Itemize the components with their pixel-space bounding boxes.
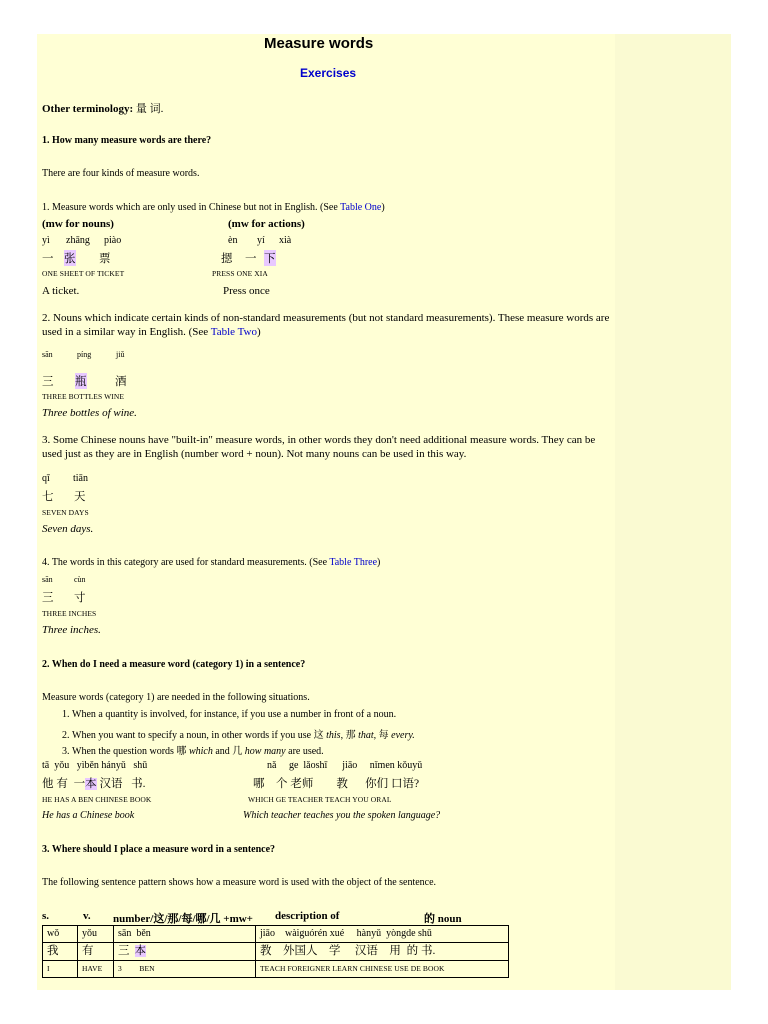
cat4-translation: Three inches. [42, 624, 101, 636]
cat2-pinyin-2: píng [77, 350, 92, 359]
q2-heading: 2. When do I need a measure word (category 1) in a sentence? [42, 659, 306, 670]
cell-pinyin-v: yǒu [82, 928, 97, 939]
cell-pinyin-mw: sān běn [118, 928, 151, 939]
cat3-gloss: SEVEN DAYS [42, 508, 89, 517]
table-cell [78, 943, 114, 961]
q2-left-gloss: HE HAS A BEN CHINESE BOOK [42, 795, 152, 804]
q1-heading: 1. How many measure words are there? [42, 135, 212, 146]
cat1-left-hanzi-2: 张 [64, 250, 76, 266]
cat1-right-pinyin-1: èn [228, 235, 238, 246]
cell-gloss-s: I [47, 964, 50, 973]
q2-left-hanzi [42, 775, 146, 791]
table-two-link[interactable]: Table Two [210, 325, 257, 338]
cat2-hanzi-3: 酒 [115, 376, 127, 388]
cat4-hanzi-2: 寸 [74, 592, 86, 604]
table-cell [78, 926, 114, 943]
table-cell [256, 961, 509, 978]
cat1-right-translation: Press once [223, 285, 270, 297]
cat4-gloss: THREE INCHES [42, 609, 97, 618]
cat4-pinyin-1: sān [42, 575, 53, 584]
cat1-text-pre: 1. Measure words which are only used in Chinese but not in English. (See [42, 202, 341, 213]
page-title: Measure words [264, 35, 374, 52]
cell-gloss-v: HAVE [82, 964, 103, 973]
cat1-right-pinyin-3: xià [279, 235, 292, 246]
table-row [43, 943, 509, 961]
cell-hanzi-v: 有 [82, 945, 94, 957]
cat1-right-hanzi-1: 摁 [221, 253, 233, 265]
cat2-text-pre: 2. Nouns which indicate certain kinds of non-standard measurements (but not standard measurements). These measure words are used in a similar way in English. (See [42, 312, 610, 338]
sentence-pattern-table [42, 925, 509, 978]
cat1-right-hanzi-2: 一 [245, 253, 257, 265]
cat1-left-pinyin-3: piào [104, 235, 122, 246]
q2-list [57, 709, 415, 759]
other-terminology-value: 量 词. [135, 103, 164, 115]
cat1-left-gloss: ONE SHEET OF TICKET [42, 269, 125, 278]
pattern-number-mw: number/这/那/每/哪/几 +mw+ [113, 913, 253, 925]
q2-right-gloss: WHICH GE TEACHER TEACH YOU ORAL [248, 795, 392, 804]
q3-heading: 3. Where should I place a measure word in a sentence? [42, 844, 276, 855]
q2-item-2-mid2: 每 [376, 729, 392, 741]
cell-hanzi-mw: 本 [134, 945, 146, 957]
cat4-text [42, 557, 380, 568]
cell-pinyin-s: wǒ [47, 928, 60, 939]
pattern-s: s. [42, 910, 50, 922]
q2-left-translation: He has a Chinese book [42, 810, 135, 821]
q2-item-3-pre: When the question words 哪 [72, 746, 189, 757]
q2-intro: Measure words (category 1) are needed in the following situations. [42, 692, 310, 703]
cat2-text [42, 312, 612, 339]
exercises-link[interactable]: Exercises [300, 66, 357, 80]
other-terminology-label: Other terminology: [42, 103, 134, 115]
q2-item-1-text: When a quantity is involved, for instance, if you use a number in front of a noun. [72, 709, 397, 720]
other-terminology [42, 100, 163, 116]
cell-pinyin-desc: jiāo wàiguórén xué hànyǔ yòngde shū [260, 928, 432, 939]
cat4-hanzi-1: 三 [42, 592, 54, 604]
table-cell [43, 961, 78, 978]
q2-item-2-em3: every. [391, 729, 415, 741]
cat3-pinyin-2: tiān [73, 473, 88, 484]
cat1-left-pinyin-1: yì [42, 235, 50, 246]
table-cell [256, 943, 509, 961]
cat2-translation: Three bottles of wine. [42, 407, 137, 419]
cat1-left-head: (mw for nouns) [42, 218, 114, 230]
q2-item-2-em2: that, [358, 729, 377, 741]
cat2-hanzi-1: 三 [42, 376, 54, 388]
q2-item-2-mid: , 那 [340, 729, 359, 741]
cat3-pinyin-1: qī [42, 473, 50, 484]
table-cell [43, 926, 78, 943]
cat1-right-pinyin-2: yí [257, 235, 265, 246]
cat1-right-head: (mw for actions) [228, 218, 305, 230]
cat2-pinyin-3: jiǔ [116, 350, 125, 359]
table-row [43, 961, 509, 978]
cat4-text-pre: 4. The words in this category are used for standard measurements. (See [42, 557, 330, 568]
cat2-hanzi-2: 瓶 [75, 373, 87, 389]
cat1-left-translation: A ticket. [42, 285, 80, 297]
q2-item-3 [72, 742, 415, 759]
table-cell [78, 961, 114, 978]
cat3-hanzi-2: 天 [74, 491, 86, 503]
table-cell [114, 926, 256, 943]
cat1-right-gloss: PRESS ONE XIA [212, 269, 268, 278]
table-three-link[interactable]: Table Three [329, 557, 378, 568]
q1-intro: There are four kinds of measure words. [42, 168, 200, 179]
q2-item-3-em2: how many [244, 746, 286, 757]
cell-hanzi-num: 三 [118, 945, 130, 957]
cat1-left-hanzi-3: 票 [99, 253, 111, 265]
cat1-text [42, 202, 385, 213]
table-row [43, 926, 509, 943]
q2-item-2-pre: When you want to specify a noun, in other words if you use 这 [72, 729, 327, 741]
pattern-description: description of [275, 910, 340, 922]
cat1-right-hanzi-3: 下 [264, 250, 276, 266]
cat3-translation: Seven days. [42, 523, 94, 535]
pattern-noun: 的 noun [424, 913, 462, 925]
q2-item-2-em1: this [326, 729, 341, 741]
cat1-left-hanzi-1: 一 [42, 253, 54, 265]
cell-gloss-num: 3 [118, 964, 122, 973]
table-cell [43, 943, 78, 961]
table-cell [256, 926, 509, 943]
cat4-text-post: ) [377, 557, 381, 568]
q2-right-hanzi: 哪 个 老师 教 你们 口语? [253, 778, 420, 790]
cell-gloss-mw: BEN [139, 964, 155, 973]
cat2-text-post: ) [256, 325, 261, 338]
cell-hanzi-s: 我 [47, 945, 59, 957]
q2-left-hanzi-pre: 他 有 一 [42, 778, 86, 790]
pattern-v: v. [83, 910, 91, 922]
table-one-link[interactable]: Table One [340, 202, 382, 213]
q2-item-3-em1: which [188, 746, 213, 757]
q2-item-2 [72, 726, 415, 743]
q2-right-pinyin: nǎ ge lǎoshī jiāo nǐmen kǒuyǔ [267, 760, 423, 771]
table-cell [114, 961, 256, 978]
cell-gloss-desc: TEACH FOREIGNER LEARN CHINESE USE DE BOOK [260, 964, 445, 973]
q2-left-hanzi-post: 汉语 书. [96, 778, 146, 790]
cell-hanzi-desc: 教 外国人 学 汉语 用 的 书. [260, 945, 436, 957]
q2-item-3-post: are used. [285, 746, 324, 757]
cat4-pinyin-2: cùn [74, 575, 86, 584]
right-margin [615, 34, 731, 990]
cat1-left-pinyin-2: zhāng [66, 235, 90, 246]
q2-item-1 [72, 709, 415, 726]
cat3-hanzi-1: 七 [42, 491, 54, 503]
q3-intro: The following sentence pattern shows how a measure word is used with the object of the sentence. [42, 877, 437, 888]
q2-left-hanzi-highlight: 本 [85, 778, 97, 790]
table-cell [114, 943, 256, 961]
cat1-text-post: ) [381, 202, 385, 213]
q2-right-translation: Which teacher teaches you the spoken language? [243, 810, 441, 821]
cat3-text: 3. Some Chinese nouns have "built-in" measure words, in other words they don't need additional measure words. They can be used just as they are in English (number word + noun). Not many nouns can be used in this way. [42, 434, 596, 460]
q2-item-3-mid: and 几 [212, 746, 245, 757]
q2-left-pinyin: tā yǒu yìběn hányǔ shū [42, 760, 148, 771]
cat2-pinyin-1: sān [42, 350, 53, 359]
cat2-gloss: THREE BOTTLES WINE [42, 392, 125, 401]
